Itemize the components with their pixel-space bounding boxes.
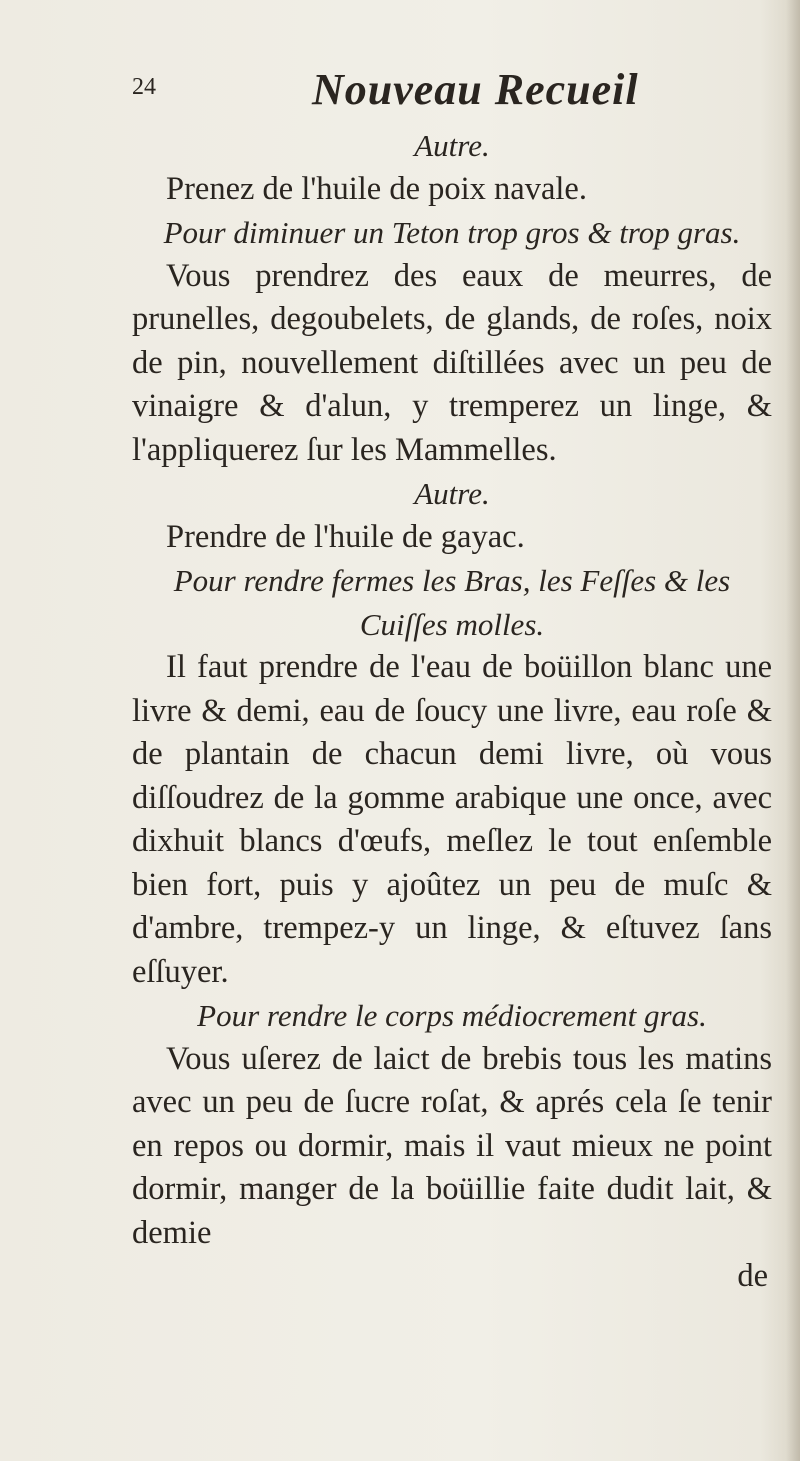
section-body: Prendre de l'huile de gayac. bbox=[166, 518, 525, 555]
section-heading: Pour rendre fermes les Bras, les Feſſes & les Cuiſſes molles. bbox=[173, 563, 731, 642]
section-body: Prenez de l'huile de poix navale. bbox=[166, 170, 587, 207]
section-body: Vous prendrez des eaux de meurres, de prunelles, degoubelets, de glands, de roſes, noix de pin, nouvellement diſtillées avec un peu de vinaigre & d'alun, y tremperez un linge, & l'appliquerez ſur les Mammelles. bbox=[132, 257, 772, 468]
section-heading: Pour diminuer un Teton trop gros & trop gras. bbox=[163, 215, 741, 250]
section-body: Vous uſerez de laict de brebis tous les matins avec un peu de ſucre roſat, & aprés cela ſe tenir en repos ou dormir, mais il vaut mieux ne point dormir, manger de la boüillie faite dudit lait, & demie bbox=[132, 1040, 772, 1251]
page-header bbox=[132, 64, 752, 124]
section-heading: Autre. bbox=[414, 476, 490, 511]
page-text bbox=[132, 124, 772, 1299]
catchword: de bbox=[737, 1258, 768, 1294]
running-title: Nouveau Recueil bbox=[312, 65, 639, 114]
page-edge-shadow bbox=[786, 0, 800, 1461]
section-heading: Pour rendre le corps médiocrement gras. bbox=[197, 998, 707, 1033]
section-body: Il faut prendre de l'eau de boüillon blanc une livre & demi, eau de ſoucy une livre, eau roſe & de plantain de chacun demi livre, où vous diſſoudrez de la gomme arabique une once, avec dixhuit blancs d'œufs, meſlez le tout enſemble bien fort, puis y ajoûtez un peu de muſc & d'ambre, trempez-y un linge, & eſtuvez ſans eſſuyer. bbox=[132, 649, 772, 990]
page-number: 24 bbox=[132, 74, 156, 100]
section-heading: Autre. bbox=[414, 128, 490, 163]
